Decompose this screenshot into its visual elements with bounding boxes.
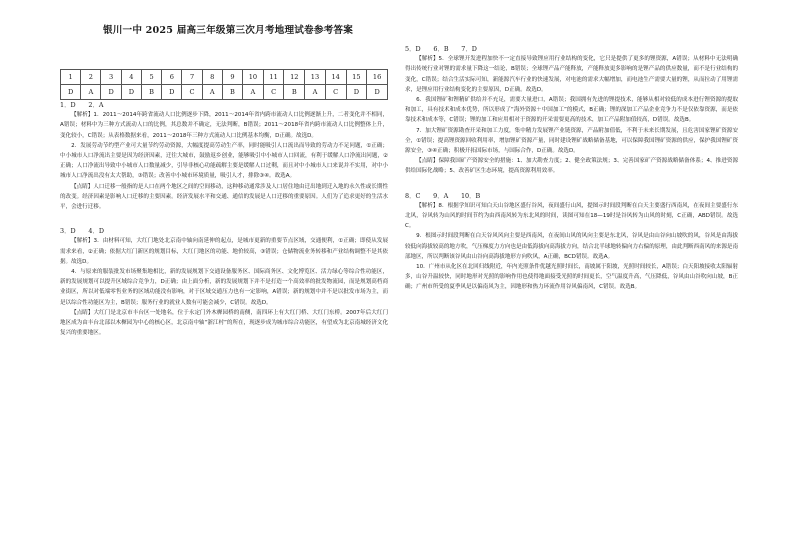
section-heading: 3．D 4．D bbox=[60, 227, 104, 236]
table-cell: 12 bbox=[284, 70, 305, 85]
table-cell: D bbox=[101, 85, 121, 100]
table-cell: 16 bbox=[367, 70, 388, 85]
table-cell: C bbox=[182, 85, 202, 100]
table-cell: A bbox=[243, 85, 264, 100]
answer-table bbox=[60, 69, 388, 100]
table-cell: C bbox=[263, 85, 284, 100]
table-cell: 1 bbox=[61, 70, 81, 85]
right-column bbox=[403, 0, 738, 550]
table-cell: 6 bbox=[162, 70, 182, 85]
analysis-paragraph: 9．根图示时间段判断在白天谷风风向主要是西南风，在夜间山风的风向主要是东北风，谷风是由山谷向山坡吹的风，谷风是由海拔较低向海拔较高的地方吹，气压梯度力方向也是由低海拔向高海拔方向，结合北半球地转偏向力右偏的原理，由此判断西南风的来源是南部地区，所以判断该谷风由山谷向高海拔地形方向吹风，A正确，BCD错误。故选A。 bbox=[405, 233, 738, 260]
table-cell: A bbox=[81, 85, 101, 100]
analysis-paragraph: 【解析】5．全球锂开发进程加快不一定直接导致锂应用行业结构的变化，它只是提供了更多的锂资源，A错误；从材料中无法明确得出传统行业对锂的需求量下降这一结论，B错误；全球锂产品产能释放，产能释放更多影响的是锂产品的供应数量，而不是行业结构的变化，C错误；结合生活实际可知，新能源汽车行业的快速发展，对电池的需求大幅增加，而电池生产需要大量的锂，从而拉动了用锂需求，是锂应用行业结构变化的主要原因，D正确。故选D。 bbox=[405, 56, 738, 93]
tip-paragraph: 【点睛】保障我国矿产资源安全的措施：1、加大勘查力度；2、健全政策法规；3、完善国家矿产资源战略储备体系；4、推进资源供给国际化战略；5、改善矿区生态环境，提高资源利用效率。 bbox=[405, 158, 738, 175]
table-cell: A bbox=[202, 85, 222, 100]
table-cell: 5 bbox=[141, 70, 161, 85]
tip-paragraph: 【点睛】人口迁移一般指的是人口在两个地区之间的空间移动，这种移动通常涉及人口居住地由迁出地到迁入地的永久性或长期性的改变。经济因素是影响人口迁移的主要因素。经济发展水平和交通、通信的发展是人口迁移的重要原因。人们为了追求更好的生活水平，会进行迁移。 bbox=[60, 183, 388, 211]
analysis-paragraph: 2．发展劳动节约型产业可大量节约劳动资源，大幅度提高劳动生产率，同时能吸引人口流出而导致的劳动力不足问题，①正确；中小城市人口净流出主要是因为经济因素，迁往大城市，鼓励返乡创业，能够吸引中小城市人口回流，有利于缓解人口净流出问题，②正确；人口净流出导致中小城市人口数量减少，引导非核心功能疏解主要是缓解人口过剩，而且对中小城市人口来说并不实用，对中小城市人口净流出没有太大帮助，③错误；改善中小城市环境质量，吸引人才，排除③④。故选A。 bbox=[60, 142, 388, 180]
table-cell: 4 bbox=[121, 70, 141, 85]
answer-table-number-row bbox=[61, 70, 388, 85]
table-cell: D bbox=[162, 85, 182, 100]
table-cell: D bbox=[367, 85, 388, 100]
analysis-paragraph: 【解析】8．根据学知识可知白天山谷地区盛行谷风，夜间盛行山风，提图示时间段判断在白天主要盛行西南风，在夜间主要盛行东北风，谷风转为山风的时间节约为由西南风转为东北风的时间，读图可知在18—19时是谷风转为山风的时刻，C正确，ABD错误。故选C。 bbox=[405, 202, 738, 230]
analysis-paragraph: 【解析】3．由材料可知，大红门地处北京南中轴向南延伸的起点，是城市更新的重要节点区域，交通便利，①正确；即使从发展需求来看，②正确；依据大红门新区的规划目标，大红门地区的功能、地价较高，③错误；仓储物流业务转移和产业结构调整不是其依据。故选D。 bbox=[60, 238, 388, 265]
analysis-paragraph: 6．我国锂矿和锂精矿供给并不充足，需要大量进口，A错误；我国拥有先进的锂提技术，能够从相对较低的成本进行锂资源的提取和加工，具有技术和成本优势，所以形成了“海外资源＋中国加工”的模式，B正确；锂的深加工产品企业竞争力不是仅依靠资源，而是依靠技术和成本等，C错误；锂的加工和应用相对于资源的开采需要更高的技术，加工产品附加值较高，D错误。故选B。 bbox=[405, 97, 738, 124]
table-cell: 14 bbox=[325, 70, 346, 85]
right-answer-text bbox=[405, 44, 738, 544]
analysis-paragraph: 7．加大锂矿资源勘查开采和加工力度，集中精力发展锂产业链资源，产品附加值低，不利于未来长期发展，且危害国家锂矿资源安全，①错误；提高锂资源回收利用率，增加锂矿资源产量，同时建设锂矿战略储备基地，可以保障我国锂矿资源的供应，保护我国锂矿资源安全，③④正确；积极开拓国际市场，与国际合作，D正确。故选D。 bbox=[405, 127, 738, 155]
answer-table-answer-row bbox=[61, 85, 388, 100]
table-cell: D bbox=[121, 85, 141, 100]
table-cell: B bbox=[141, 85, 161, 100]
analysis-paragraph: 10．广州市从化区在北回归线附近，年内光照条件优越光照时间长，南坡属于阳坡，光照时间较长，A错误；白天阳坡接收太阳辐射多，山谷升温较快，同时地形对光照的影响作用也使得地面接受光照的时间更长，空气温度升高，气压降低，谷风由山谷吹向山坡，B正确；广州市所受的夏季风是以偏南风为主，因地形和热力环流作用谷风偏南风，C错误。故选B。 bbox=[405, 264, 738, 291]
analysis-paragraph: 4．与原来的服装批发市场聚集地相比，新的发展规划下交通设备服务区、国际商务区、文化博览区、活力绿心等综合性功能区，新的发展规划可以提升区域综合竞争力，D正确；由上面分析，新的发展规划下并不是打造一个高效率的批发物流园，而是规划高档商业街区，所以对低端零售业务的区域功能没有影响，对于区域交通压力也有一定影响，A错误；新的规划中并不是以批发市场为主，而是以综合性功能区为主，B错误；服务行业的就业人数有可能会减少，C错误。故选D。 bbox=[60, 269, 388, 306]
table-cell: 3 bbox=[101, 70, 121, 85]
table-cell: B bbox=[284, 85, 305, 100]
table-cell: 11 bbox=[263, 70, 284, 85]
left-answer-text bbox=[60, 100, 388, 540]
table-cell: 9 bbox=[222, 70, 242, 85]
table-cell: A bbox=[305, 85, 326, 100]
section-heading: 1．D 2．A bbox=[60, 101, 104, 109]
left-column bbox=[58, 0, 388, 550]
table-cell: 13 bbox=[305, 70, 326, 85]
table-cell: 8 bbox=[202, 70, 222, 85]
table-cell: D bbox=[61, 85, 81, 100]
tip-paragraph: 【点睛】大红门是北京市丰台区一处地名，位于永定门外木樨园桥的南侧，南四环上有大红门桥、大红门东桥。2007年后大红门地区成为由丰台北部以木樨园为中心的核心区，北京南中轴“浙江村”的所在，现逐步成为城市综合功能区，有望成为北京南城经济文化复兴的重要地区。 bbox=[60, 309, 388, 337]
table-cell: 7 bbox=[182, 70, 202, 85]
table-cell: D bbox=[346, 85, 367, 100]
table-cell: 15 bbox=[346, 70, 367, 85]
analysis-paragraph: 【解析】1．2011～2014年跨省流动人口比例逐步下降，2011～2014年省内跨市流动人口比例逐渐上升，二者变化并不相同，A错误；材料中为三种方式流动人口的比例，其总数并不确定，无法判断，B错误；2011～2018年省内跨市流动人口比例整体上升，变化较小，C错误；从表格数据来看，2011～2018年三种方式流动人口比例基本均衡，D正确。故选D。 bbox=[60, 112, 388, 139]
table-cell: 10 bbox=[243, 70, 264, 85]
table-cell: 2 bbox=[81, 70, 101, 85]
page-title: 银川一中 2025 届高三年级第三次月考地理试卷参考答案 bbox=[102, 25, 354, 36]
section-heading: 5．D 6．B 7．D bbox=[405, 45, 477, 53]
section-heading: 8．C 9．A 10．B bbox=[405, 191, 481, 200]
table-cell: B bbox=[222, 85, 242, 100]
table-cell: C bbox=[325, 85, 346, 100]
